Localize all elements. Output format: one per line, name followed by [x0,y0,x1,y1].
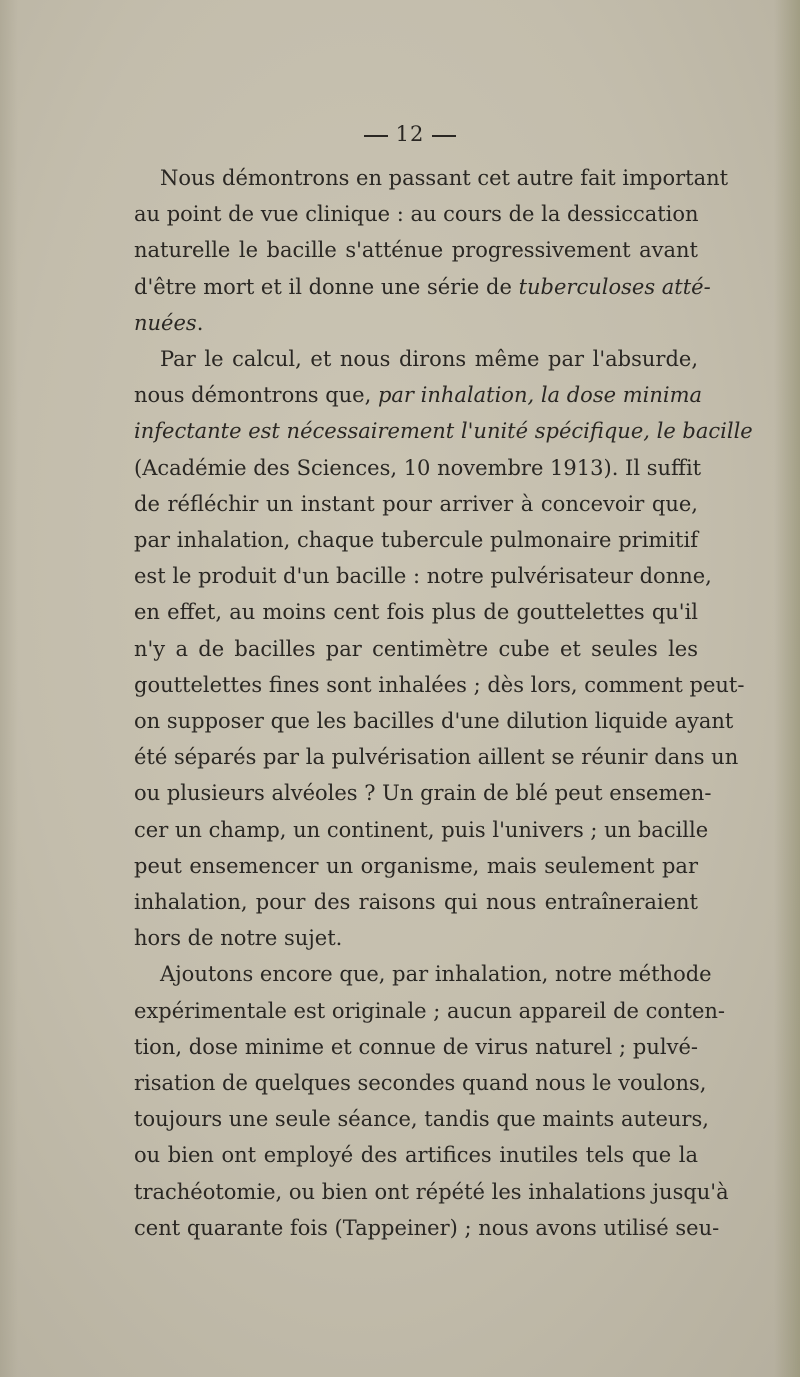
text-line [134,450,702,486]
text-run: n'y a de bacilles par centimètre cube et seules les [134,636,698,661]
text-line [134,956,712,992]
text-line [134,1137,698,1173]
text-run: trachéotomie, ou bien ont répété les inhalations jusqu'à [134,1179,729,1204]
text-run: . [196,310,204,335]
paragraph [134,341,753,956]
text-run: cer un champ, un continent, puis l'univers ; un bacille [134,817,709,842]
text-run: cent quarante fois (Tappeiner) ; nous avons utilisé seu- [134,1215,720,1240]
text-line [134,631,698,667]
text-line [134,848,698,884]
italic-text-run: infectante est nécessairement l'unité spécifique, le bacille [134,419,753,444]
text-run: expérimentale est originale ; aucun appareil de conten- [134,998,726,1023]
text-run: peut ensemencer un organisme, mais seulement par [134,853,698,878]
text-run: inhalation, pour des raisons qui nous entraîneraient [134,890,698,915]
text-line [134,160,729,196]
text-run: en effet, au moins cent fois plus de gouttelettes qu'il [134,600,698,625]
text-line [134,1029,698,1065]
text-run: été séparés par la pulvérisation aillent se réunir dans un [134,745,739,770]
text-run: ou plusieurs alvéoles ? Un grain de blé peut ensemen- [134,781,712,806]
page-left-shadow [0,0,18,1377]
text-line [134,1065,707,1101]
page-number: 12 [395,122,425,146]
italic-text-run: tuberculoses atté- [518,274,711,299]
text-run: gouttelettes fines sont inhalées ; dès lors, comment peut- [134,672,745,697]
page-number-header [0,122,800,146]
text-line [134,739,739,775]
italic-text-run: par inhalation, la dose minima [377,383,703,408]
text-line [134,341,698,377]
text-line [134,305,698,341]
text-line [134,269,711,305]
text-line [134,413,753,449]
text-line [134,1101,709,1137]
text-run: naturelle le bacille s'atténue progressivement avant [134,238,698,263]
text-run: Ajoutons encore que, par inhalation, notre méthode [160,962,712,987]
text-line [134,667,745,703]
text-run: par inhalation, chaque tubercule pulmonaire primitif [134,528,698,553]
text-run: de réfléchir un instant pour arriver à concevoir que, [134,491,698,516]
text-run: est le produit d'un bacille : notre pulvérisateur donne, [134,564,712,589]
text-run: tion, dose minime et connue de virus naturel ; pulvé- [134,1034,698,1059]
text-line [134,594,698,630]
text-run: au point de vue clinique : au cours de la dessiccation [134,202,699,227]
folio-dash-left [364,135,388,137]
text-line [134,558,712,594]
text-run: hors de notre sujet. [134,926,343,951]
text-run: (Académie des Sciences, 10 novembre 1913). Il suffit [134,455,702,480]
text-line [134,1174,729,1210]
paragraph [134,160,729,341]
text-line [134,232,698,268]
text-line [134,377,703,413]
text-run: on supposer que les bacilles d'une dilution liquide ayant [134,709,734,734]
text-run: nous démontrons que, [134,383,378,408]
body-text [134,160,753,1246]
text-line [134,486,698,522]
text-run: d'être mort et il donne une série de [134,274,519,299]
text-line [134,775,712,811]
text-run: ou bien ont employé des artifices inutiles tels que la [134,1143,698,1168]
text-line [134,703,734,739]
text-run: risation de quelques secondes quand nous le voulons, [134,1071,707,1096]
text-line [134,196,698,232]
paragraph [134,956,729,1246]
text-line [134,884,698,920]
text-line [134,920,698,956]
text-run: Par le calcul, et nous dirons même par l'absurde, [160,347,698,372]
text-line [134,1210,720,1246]
folio-dash-right [432,135,456,137]
text-run: toujours une seule séance, tandis que maints auteurs, [134,1107,709,1132]
text-run: Nous démontrons en passant cet autre fait important [160,166,729,190]
page-right-edge [774,0,800,1377]
text-line [134,812,709,848]
italic-text-run: nuées [134,310,197,335]
text-line [134,993,726,1029]
text-line [134,522,698,558]
